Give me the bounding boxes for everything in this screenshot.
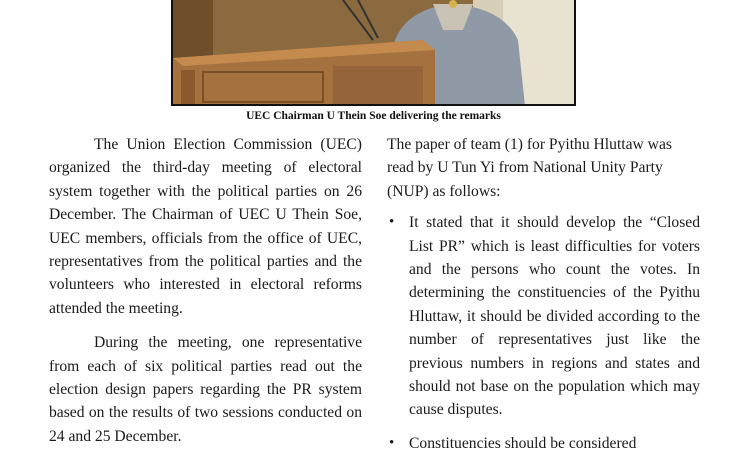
list-item xyxy=(387,432,700,455)
right-column xyxy=(387,133,700,465)
paragraph: The Union Election Commission (UEC) organized the third-day meeting of electoral system together with the political parties on 26 December. The Chairman of UEC U Thein Soe, UEC members, officials from the office of UEC, representatives from the political parties and the volunteers who interested in electoral reforms attended the meeting. xyxy=(49,136,362,317)
paragraph: During the meeting, one representative from each of six political parties read out the election design papers regarding the PR system based on the results of two sessions conducted on 24 and 25 December. xyxy=(49,334,362,445)
bullet-list xyxy=(387,211,700,455)
bullet-icon: • xyxy=(389,434,395,451)
photo-caption: UEC Chairman U Thein Soe delivering the remarks xyxy=(246,110,501,122)
list-item-text: Constituencies should be considered xyxy=(409,434,637,452)
bullet-icon: • xyxy=(389,214,395,231)
speaker-photo xyxy=(171,0,576,106)
left-column xyxy=(49,133,362,448)
paragraph: The paper of team (1) for Pyithu Hluttaw was read by U Tun Yi from National Unity Party (NUP) as follows: xyxy=(387,136,672,200)
list-item-text: It stated that it should develop the “Closed List PR” which is least difficulties for voters and the persons who count the votes. In determining the constituencies of the Pyithu Hluttaw, it should be divided according to the number of representatives just like the previous numbers in regions and states and should not base on the population which may cause disputes. xyxy=(409,214,700,419)
list-item xyxy=(387,211,700,422)
